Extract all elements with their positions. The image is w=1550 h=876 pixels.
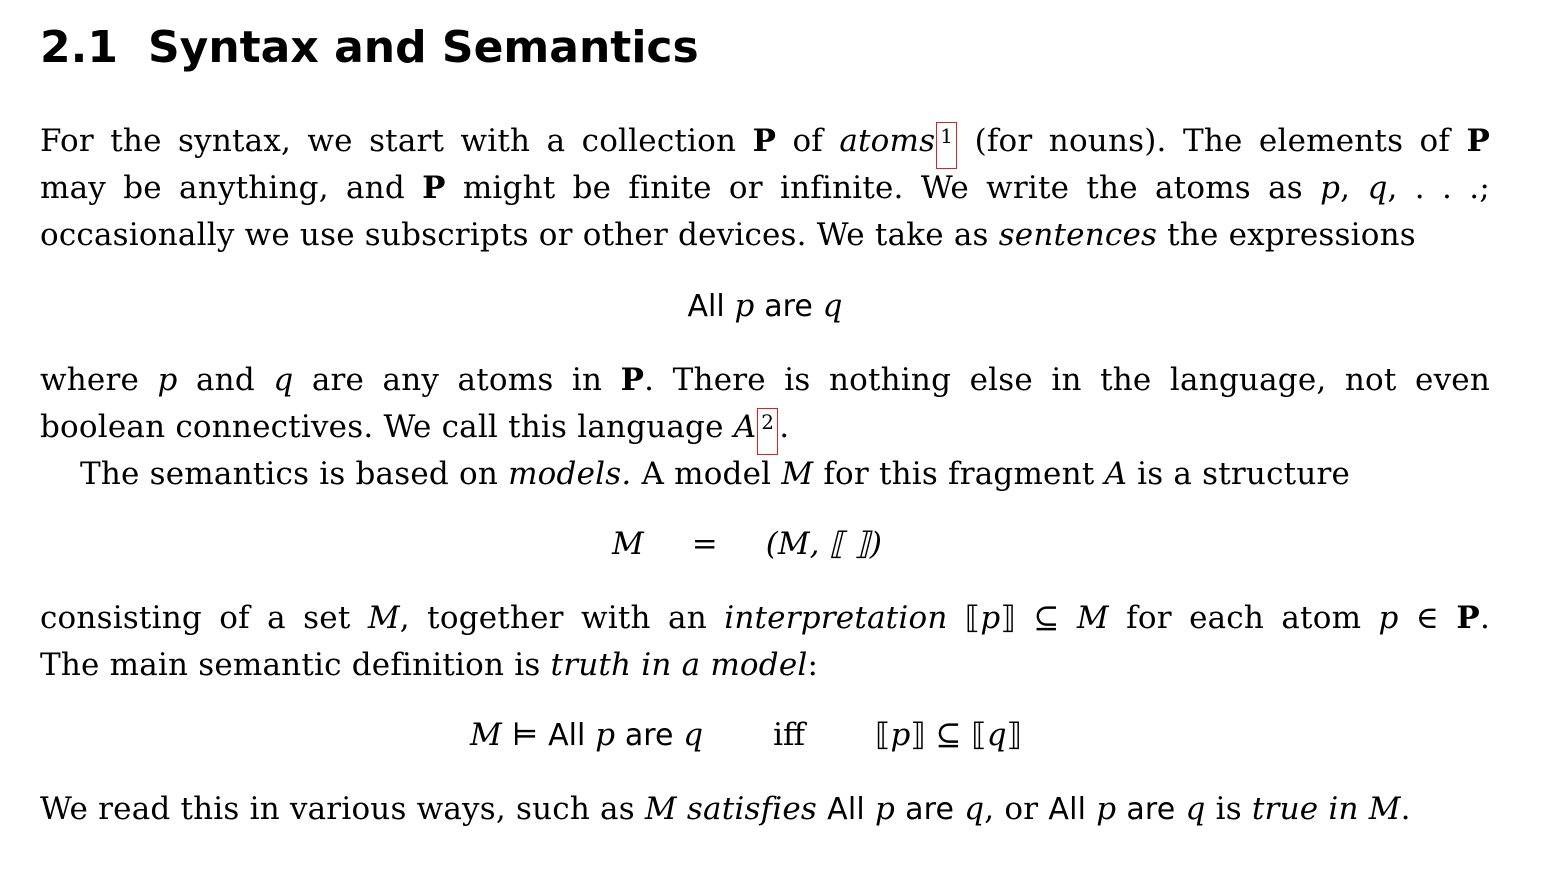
paragraph-interpretation-line2: The main semantic definition is truth in a model: [40,647,819,683]
paragraph-reading: We read this in various ways, such as M satisfies All p are q, or All p are q is true in M. [40,791,1411,827]
paragraph-language-line2: boolean connectives. We call this language A 2 . [40,404,1490,455]
paragraph-semantics-intro: The semantics is based on models. A model M for this fragment A is a structure [80,456,1351,492]
section-title: Syntax and Semantics [147,22,699,73]
footnote-link-2[interactable]: 2 [757,408,778,455]
display-truth-definition: M ⊨ All p are q iff ⟦p⟧ ⊆ ⟦q⟧ [470,717,1022,753]
section-heading [40,22,699,73]
paragraph-language-line1: where p and q are any atoms in P. There is nothing else in the language, not even [40,362,1490,398]
display-sentence-form: All p are q [687,288,843,324]
paragraph-syntax-line1: For the syntax, we start with a collection P of atoms 1 (for nouns). The elements of P [40,118,1490,169]
paragraph-syntax-line2: may be anything, and P might be finite or infinite. We write the atoms as p, q, . . .; [40,170,1491,206]
footnote-link-1[interactable]: 1 [936,122,957,169]
section-number: 2.1 [40,22,118,73]
paragraph-interpretation-line1: consisting of a set M, together with an interpretation ⟦p⟧ ⊆ M for each atom p ∈ P. [40,600,1490,636]
display-model-structure: M = (M, ⟦ ⟧) [612,526,882,562]
paragraph-syntax-line3: occasionally we use subscripts or other devices. We take as sentences the expressions [40,217,1416,253]
